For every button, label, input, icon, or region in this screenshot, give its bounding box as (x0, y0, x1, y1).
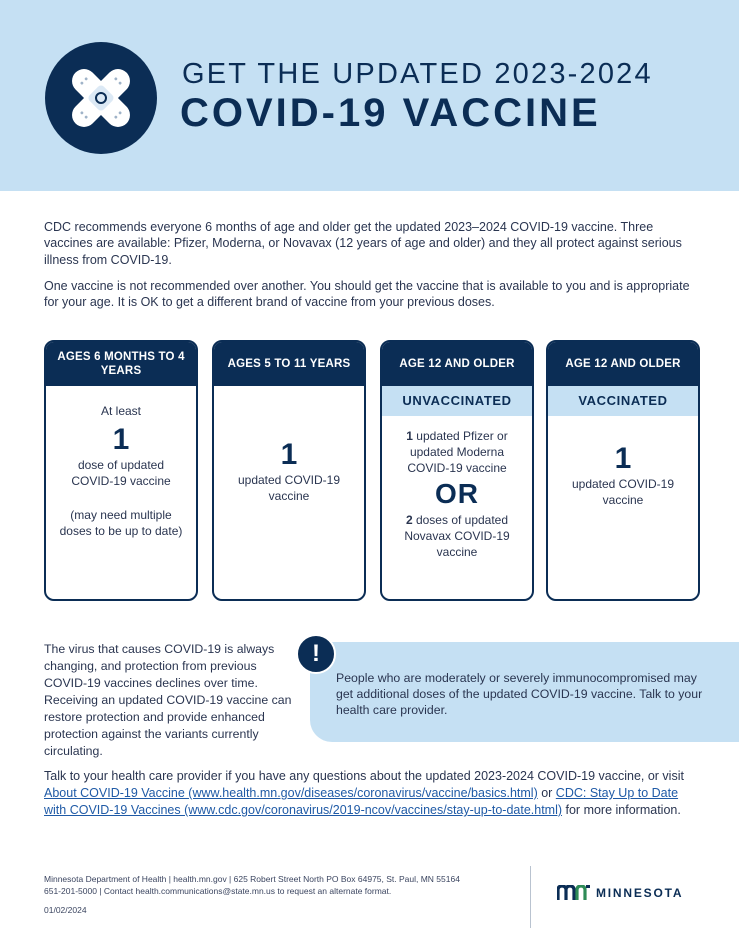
dose-count: 1 (112, 423, 130, 456)
or-divider: OR (435, 478, 479, 509)
intro-paragraph-2: One vaccine is not recommended over another. You should get the vaccine that is available to you and is appropriate for your age. It is OK to get a different brand of vaccine from your previous doses. (44, 279, 690, 310)
more-info-paragraph: Talk to your health care provider if you have any questions about the updated 2023-2024 COVID-19 vaccine, or visit About COVID-19 Vaccine (www.health.mn.gov/diseases/coronavirus/vaccine/basics.html) or CDC: Stay Up to Date with COVID-19 Vaccines (www.cdc.gov/coronavirus/2019-ncov/vaccines/stay-up-to-date.html) for more information. (44, 769, 684, 817)
callout-text: People who are moderately or severely immunocompromised may get additional doses of the updated COVID-19 vaccine. Talk to your health care provider. (336, 671, 703, 717)
card-subheader: UNVACCINATED (382, 386, 532, 416)
dose-count: 1 (614, 442, 632, 475)
logo-wordmark: MINNESOTA (596, 886, 684, 900)
dose-note: (may need multiple doses to be up to date) (59, 508, 183, 538)
virus-paragraph: The virus that causes COVID-19 is always changing, and protection from previous COVID-19 vaccines declines over time. Receiving an updated COVID-19 vaccine can restore protection and provide enhanced protection against the variants currently circulating. (44, 642, 292, 758)
card-ages-6-months-to-4-years (44, 340, 198, 601)
card-age-12-vaccinated (546, 340, 700, 601)
card-header: AGE 12 AND OLDER (382, 342, 532, 386)
option-1: 1 updated Pfizer or updated Moderna COVID-19 vaccine (406, 429, 508, 475)
card-header: AGES 5 TO 11 YEARS (214, 342, 364, 386)
footer-divider (530, 866, 531, 928)
title-line-2: COVID-19 VACCINE (180, 91, 601, 135)
footer-address: Minnesota Department of Health | health.mn.gov | 625 Robert Street North PO Box 64975, St. Paul, MN 55164 (44, 874, 460, 884)
footer-contact (44, 873, 514, 897)
bandage-icon (45, 42, 157, 154)
header-banner (0, 0, 739, 191)
dose-text: dose of updated COVID-19 vaccine (71, 458, 171, 488)
mn-logo-icon (557, 885, 591, 901)
card-header: AGES 6 MONTHS TO 4 YEARS (46, 342, 196, 386)
option-2: 2 doses of updated Novavax COVID-19 vaccine (404, 513, 510, 559)
minnesota-logo (557, 885, 683, 901)
cdc-stay-up-to-date-link[interactable]: CDC: Stay Up to Date with COVID-19 Vaccines (www.cdc.gov/coronavirus/2019-ncov/vaccines/stay-up-to-date.html) (44, 786, 679, 817)
card-ages-5-to-11-years (212, 340, 366, 601)
title-line-1: GET THE UPDATED 2023-2024 (182, 58, 653, 90)
intro-paragraph-1: CDC recommends everyone 6 months of age and older get the updated 2023–2024 COVID-19 vaccine. Three vaccines are available: Pfizer, Moderna, or Novavax (12 years of age and older) and they all protect against serious illness from COVID-19. (44, 220, 682, 267)
dose-count: 1 (280, 438, 298, 471)
card-pre-text: At least (100, 404, 142, 418)
card-subheader: VACCINATED (548, 386, 698, 416)
footer-phone: 651-201-5000 | Contact health.communications@state.mn.us to request an alternate format. (44, 886, 392, 896)
card-age-12-unvaccinated (380, 340, 534, 601)
dose-text: updated COVID-19 vaccine (571, 477, 675, 507)
mdh-vaccine-link[interactable]: About COVID-19 Vaccine (www.health.mn.gov/diseases/coronavirus/vaccine/basics.html) (44, 786, 538, 800)
dose-text: updated COVID-19 vaccine (237, 473, 341, 503)
footer-date: 01/02/2024 (44, 905, 87, 915)
card-header: AGE 12 AND OLDER (548, 342, 698, 386)
exclamation-icon: ! (296, 634, 336, 674)
